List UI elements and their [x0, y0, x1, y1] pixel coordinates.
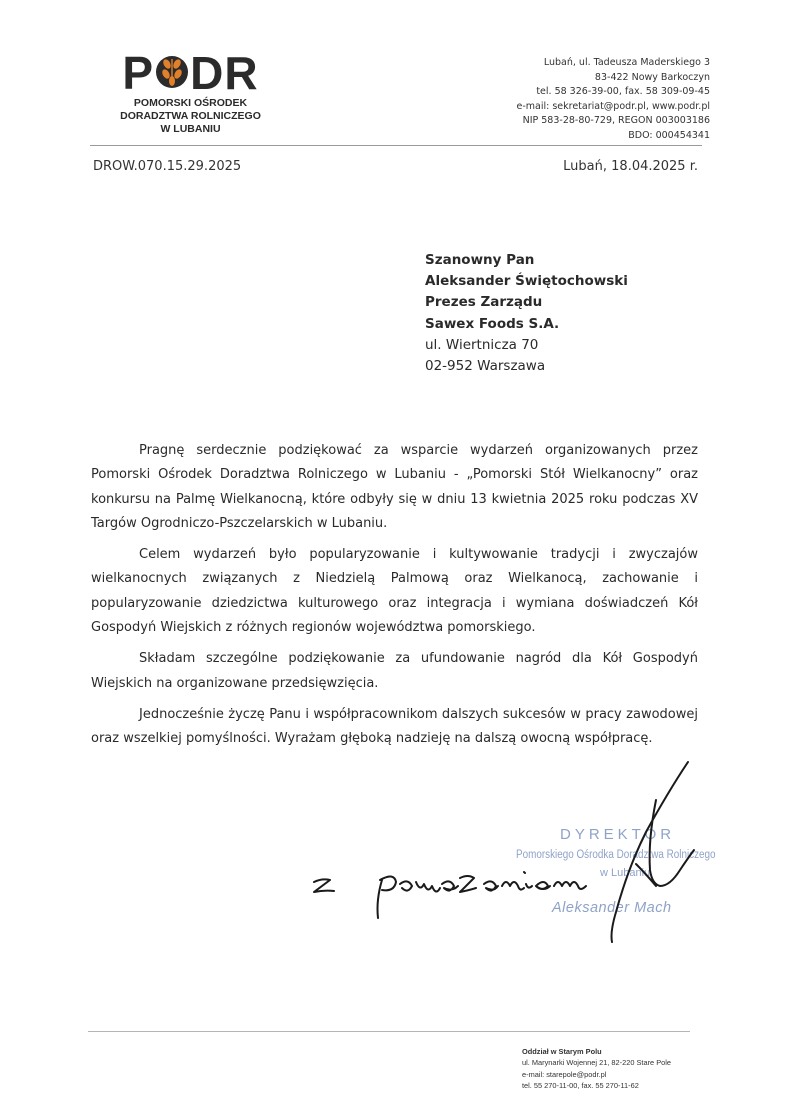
recipient-position: Prezes Zarządu — [425, 294, 543, 311]
stamp-name: Aleksander Mach — [552, 900, 672, 916]
recipient-company: Sawex Foods S.A. — [425, 315, 560, 332]
organization-logo — [118, 47, 263, 136]
letter-body — [91, 439, 698, 759]
footer-branch-name: Oddział w Starym Polu — [522, 1047, 602, 1056]
document-reference: DROW.070.15.29.2025 — [93, 159, 242, 174]
recipient-salutation: Szanowny Pan — [425, 252, 535, 268]
logo-mark — [118, 47, 263, 99]
footer-branch-info — [522, 1046, 671, 1091]
stamp-title: DYREKTOR — [560, 826, 676, 843]
address-line: e-mail: sekretariat@podr.pl, www.podr.pl — [516, 100, 710, 112]
footer-street: ul. Marynarki Wojennej 21, 82-220 Stare Pole — [522, 1058, 671, 1068]
footer-email: e-mail: starepole@podr.pl — [522, 1069, 607, 1079]
address-line: NIP 583-28-80-729, REGON 003003186 — [522, 115, 710, 127]
body-paragraph: Składam szczególne podziękowanie za ufundowanie nagród dla Kół Gospodyń Wiejskich na organizowane przedsięwzięcia. — [91, 651, 698, 691]
recipient-name: Aleksander Świętochowski — [425, 273, 628, 290]
logo-letter-p: P — [122, 47, 155, 99]
address-line: tel. 58 326-39-00, fax. 58 309-09-45 — [536, 86, 710, 98]
logo-line-3: W LUBANIU — [160, 123, 221, 135]
wheat-grain-icon — [154, 52, 190, 92]
footer-divider — [88, 1031, 690, 1032]
header-address — [390, 56, 710, 144]
handwritten-signature — [300, 760, 720, 950]
recipient-street: ul. Wiertnicza 70 — [425, 336, 539, 353]
recipient-city: 02-952 Warszawa — [425, 358, 546, 375]
address-line: 83-422 Nowy Barkoczyn — [594, 71, 710, 83]
address-line: BDO: 000454341 — [628, 129, 710, 141]
body-paragraph: Jednocześnie życzę Panu i współpracownikom dalszych sukcesów w pracy zawodowej oraz wszelkiej pomyślności. Wyrażam głęboką nadzieję na dalszą owocną współpracę. — [91, 706, 698, 747]
stamp-organization: Pomorskiego Ośrodka Doradztwa Rolniczego — [516, 849, 716, 861]
body-paragraph: Celem wydarzeń było popularyzowanie i kultywowanie tradycji i zwyczajów wielkanocnych związanych z Niedzielą Palmową oraz Wielkanocą, zachowanie i popularyzowanie dziedzictwa kulturowego oraz integracja i wymiana doświadczeń Kół Gospodyń Wiejskich z różnych regionów województwa pomorskiego. — [91, 547, 698, 636]
logo-line-1: POMORSKI OŚRODEK — [133, 97, 248, 109]
stamp-city: w Lubaniu — [600, 867, 651, 879]
document-date: Lubań, 18.04.2025 r. — [563, 159, 698, 174]
address-line: Lubań, ul. Tadeusza Maderskiego 3 — [543, 57, 710, 68]
logo-letters-dr: DR — [190, 47, 259, 99]
logo-subtitle — [118, 97, 263, 136]
footer-phone: tel. 55 270-11-00, fax. 55 270-11-62 — [522, 1080, 639, 1090]
logo-line-2: DORADZTWA ROLNICZEGO — [120, 110, 261, 122]
recipient-block — [425, 250, 628, 377]
body-paragraph: Pragnę serdecznie podziękować za wsparcie wydarzeń organizowanych przez Pomorski Ośrodek Doradztwa Rolniczego w Lubaniu - „Pomorski Stół Wielkanocny” oraz konkursu na Palmę Wielkanocną, które odbyły się w dniu 13 kwietnia 2025 roku podczas XV Targów Ogrodniczo-Pszczelarskich w Lubaniu. — [91, 443, 698, 531]
header-divider — [90, 145, 702, 146]
